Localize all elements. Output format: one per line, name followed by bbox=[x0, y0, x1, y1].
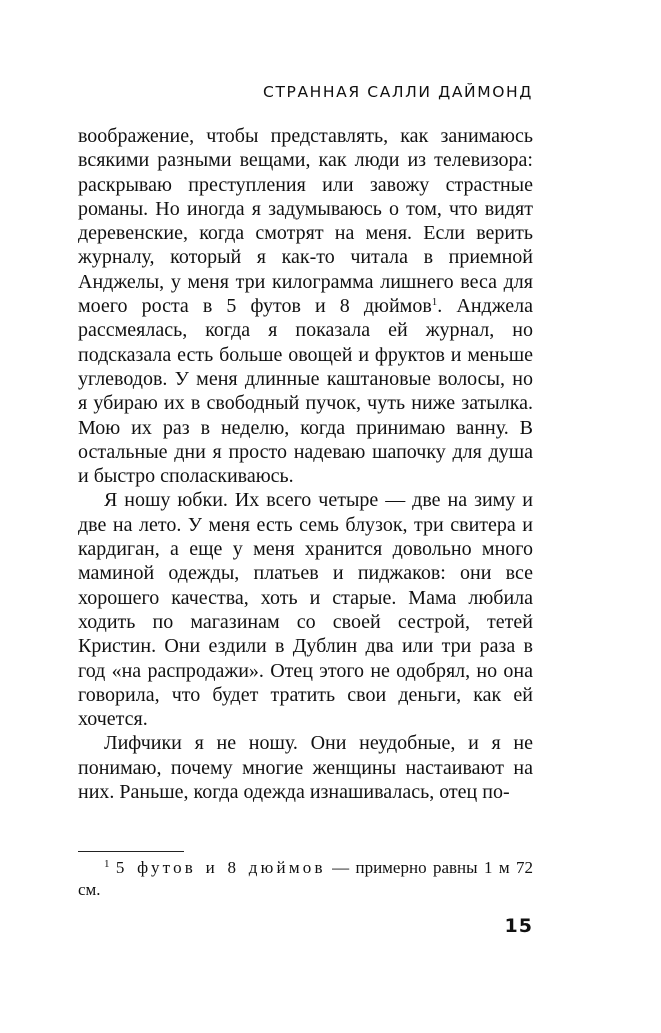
paragraph-3: Лифчики я не ношу. Они неудобные, и я не понимаю, почему многие женщины настаивают на них. Раньше, когда одежда изнашивалась, отец по- bbox=[78, 732, 533, 804]
running-head: СТРАННАЯ САЛЛИ ДАЙМОНД bbox=[263, 83, 533, 101]
footnote-divider bbox=[78, 851, 184, 852]
body-text bbox=[78, 124, 533, 804]
footnote-term: 5 футов и 8 дюймов bbox=[115, 858, 326, 877]
footnote-text: — примерно равны 1 м 72 см. bbox=[78, 858, 533, 899]
paragraph-1 bbox=[78, 124, 533, 488]
paragraph-1-text: воображение, чтобы представлять, как занимаюсь всякими разными вещами, как люди из телевизора: раскрываю преступления или завожу страстные романы. Но иногда я задумываюсь о том, что видят деревенские, когда смотрят на меня. Если верить журналу, который я как-то читала в приемной Анджелы, у меня три килограмма лишнего веса для моего роста в 5 футов и 8 дюймов bbox=[78, 125, 533, 318]
footnote-reference: 1 bbox=[431, 296, 438, 309]
paragraph-2: Я ношу юбки. Их всего четыре — две на зиму и две на лето. У меня есть семь блузок, три свитера и кардиган, а еще у меня хранится довольно много маминой одежды, платьев и пиджаков: они все хорошего качества, хоть и старые. Мама любила ходить по магазинам со своей сестрой, тетей Кристин. Они ездили в Дублин два или три раза в год «на распродажи». Отец этого не одобрял, но она говорила, что будет тратить свои деньги, как ей хочется. bbox=[78, 489, 533, 731]
footnote: 1 5 футов и 8 дюймов — примерно равны 1 м 72 см. bbox=[78, 858, 533, 899]
page-number: 15 bbox=[504, 915, 533, 937]
paragraph-1-text-continued: . Анджела рассмеялась, когда я показала ей журнал, но подсказала есть больше овощей и фруктов и меньше углеводов. У меня длинные каштановые волосы, но я убираю их в свободный пучок, чуть ниже затылка. Мою их раз в неделю, когда принимаю ванну. В остальные дни я просто надеваю шапочку для душа и быстро споласкиваюсь. bbox=[78, 295, 533, 488]
